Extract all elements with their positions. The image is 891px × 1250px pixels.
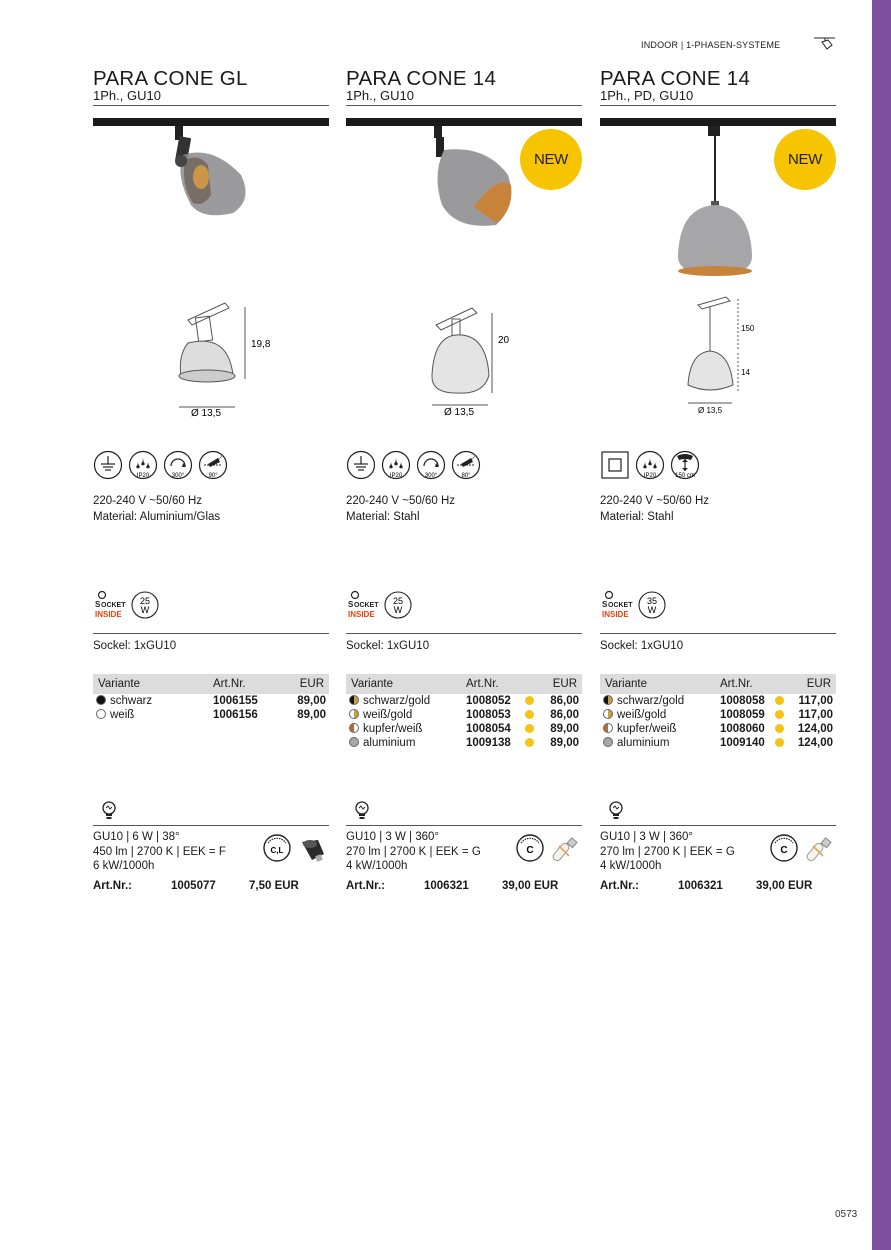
art-nr: 1009140: [720, 737, 765, 749]
product-title: PARA CONE 14: [346, 67, 497, 90]
variant-cell: [600, 722, 720, 736]
socket-inside-logo: [346, 590, 416, 624]
product-column: [93, 0, 329, 1250]
eek-class-label: C: [526, 845, 534, 856]
eek-label: [516, 834, 544, 867]
color-swatch: [349, 723, 359, 733]
lamp-line2: 450 lm | 2700 K | EEK = F: [93, 845, 226, 858]
color-swatch: [96, 709, 106, 719]
gu10-bulb-image: [298, 836, 328, 866]
socket-unit: W: [393, 605, 403, 615]
price-cell: 86,00: [550, 709, 579, 721]
dimension-drawing: [346, 295, 582, 425]
socket-unit: W: [140, 605, 150, 615]
variant-cell: [600, 694, 720, 708]
art-nr: 1008054: [466, 723, 511, 735]
bulb-icon: [101, 801, 117, 821]
col-artnr: Art.Nr.: [213, 674, 269, 694]
table-row: [600, 694, 836, 708]
variant-table: [93, 674, 329, 722]
variant-name: aluminium: [363, 737, 416, 749]
color-swatch: [603, 709, 613, 719]
spec-material: Material: Stahl: [600, 510, 674, 523]
col-variante: Variante: [346, 674, 466, 694]
ip20-icon: [635, 450, 665, 480]
product-subtitle: 1Ph., PD, GU10: [600, 88, 694, 103]
variant-cell: [93, 708, 213, 722]
spec-material: Material: Aluminium/Glas: [93, 510, 221, 523]
dot-cell: [772, 708, 792, 722]
page-number: 0573: [835, 1209, 858, 1220]
table-row: [600, 736, 836, 750]
dim-diameter: Ø 13,5: [444, 407, 475, 418]
variant-cell: [346, 736, 466, 750]
variant-cell: [346, 722, 466, 736]
spec-voltage: 220-240 V ~50/60 Hz: [93, 495, 203, 507]
ip20-icon: [128, 450, 158, 480]
col-spacer: [522, 674, 542, 694]
variant-cell: [600, 708, 720, 722]
lamp-included-dot: [525, 738, 534, 747]
spec-voltage: 220-240 V ~50/60 Hz: [600, 495, 710, 507]
dot-cell: [772, 722, 792, 736]
product-subtitle: 1Ph., GU10: [93, 88, 161, 103]
lamp-price: 39,00 EUR: [756, 880, 813, 892]
lamp-line1: GU10 | 3 W | 360°: [346, 831, 440, 843]
color-swatch: [603, 737, 613, 747]
divider: [346, 105, 582, 106]
variant-name: schwarz: [110, 695, 153, 707]
col-eur: EUR: [289, 674, 329, 694]
socket-inside: [346, 590, 416, 624]
art-nr: 1008060: [720, 723, 765, 735]
lamp-price: 7,50 EUR: [249, 880, 299, 892]
product-photo: [93, 115, 329, 285]
dim-height: 20: [498, 335, 510, 346]
dim-diameter: Ø 13,5: [191, 408, 222, 419]
divider: [600, 825, 836, 826]
table-row: [346, 736, 582, 750]
lamp-line3: 6 kW/1000h: [93, 860, 155, 872]
svg-text:S: S: [95, 600, 101, 609]
eek-class-icon: [770, 834, 798, 862]
price-cell: 89,00: [550, 737, 579, 749]
svg-text:IP20: IP20: [136, 473, 150, 479]
lamp-art-nr: 1006321: [424, 880, 469, 892]
lamp-art-label: Art.Nr.:: [346, 880, 385, 892]
table-row: [93, 694, 329, 708]
dot-cell: [522, 694, 542, 708]
ip20-icon: [381, 450, 411, 480]
art-nr: 1008059: [720, 709, 765, 721]
col-variante: Variante: [600, 674, 720, 694]
lamp-included-dot: [775, 724, 784, 733]
variant-name: weiß/gold: [363, 709, 413, 721]
art-nr-cell: [466, 708, 522, 722]
product-subtitle: 1Ph., GU10: [346, 88, 414, 103]
table-row: [346, 708, 582, 722]
art-nr: 1008052: [466, 695, 511, 707]
socket-watt: 25: [392, 596, 404, 606]
gu10-filament-bulb-image: [805, 836, 835, 866]
art-nr-cell: [466, 736, 522, 750]
col-spacer: [772, 674, 792, 694]
lamp-included-dot: [525, 710, 534, 719]
svg-text:OCKET: OCKET: [101, 602, 126, 609]
gu10-filament-bulb-image: [551, 836, 581, 866]
color-swatch: [603, 695, 613, 705]
tilt-90-icon: [198, 450, 228, 480]
art-nr-cell: [720, 722, 772, 736]
art-nr-cell: [213, 708, 269, 722]
divider: [600, 105, 836, 106]
svg-text:150 cm: 150 cm: [675, 473, 695, 479]
price-cell: 124,00: [797, 723, 833, 735]
dot-cell: [522, 722, 542, 736]
lamp-line3: 4 kW/1000h: [346, 860, 408, 872]
lamp-art-nr: 1005077: [171, 880, 216, 892]
variant-name: weiß: [110, 709, 135, 721]
bulb-icon: [608, 801, 624, 821]
bulb-icon: [354, 801, 370, 821]
lamp-line1: GU10 | 6 W | 38°: [93, 831, 180, 843]
svg-text:80°: 80°: [461, 473, 471, 479]
lamp-price: 39,00 EUR: [502, 880, 559, 892]
art-nr: 1008058: [720, 695, 765, 707]
col-artnr: Art.Nr.: [720, 674, 772, 694]
price-cell: 86,00: [550, 695, 579, 707]
variant-cell: [600, 736, 720, 750]
lamp-included-dot: [525, 696, 534, 705]
dim-diameter: Ø 13,5: [698, 406, 723, 415]
svg-text:S: S: [348, 600, 354, 609]
lamp-included-dot: [775, 696, 784, 705]
table-header: [346, 674, 582, 694]
divider: [93, 105, 329, 106]
svg-text:INSIDE: INSIDE: [602, 610, 629, 619]
art-nr-cell: [720, 736, 772, 750]
lamp-line2: 270 lm | 2700 K | EEK = G: [600, 845, 735, 858]
table-header: [600, 674, 836, 694]
lamp-info: [600, 830, 735, 874]
col-spacer: [269, 674, 289, 694]
sockel-text: Sockel: 1xGU10: [346, 640, 430, 652]
product-title: PARA CONE 14: [600, 67, 751, 90]
socket-inside: [93, 590, 163, 624]
protection-class-2-icon: [600, 450, 630, 480]
lamp-line1: GU10 | 3 W | 360°: [600, 831, 694, 843]
art-nr-cell: [466, 694, 522, 708]
dot-cell: [772, 694, 792, 708]
svg-text:INSIDE: INSIDE: [348, 610, 375, 619]
lamp-included-dot: [525, 724, 534, 733]
side-color-bar: [872, 0, 891, 1250]
breadcrumb: INDOOR | 1-PHASEN-SYSTEME: [641, 40, 781, 50]
color-swatch: [603, 723, 613, 733]
lamp-art-label: Art.Nr.:: [600, 880, 639, 892]
product-column: [600, 0, 836, 1250]
lamp-included-dot: [775, 738, 784, 747]
eek-label: [263, 834, 291, 867]
earth-class-icon: [93, 450, 123, 480]
dot-cell: [522, 708, 542, 722]
dot-cell: [522, 736, 542, 750]
col-variante: Variante: [93, 674, 213, 694]
product-title: PARA CONE GL: [93, 67, 248, 90]
eek-class-icon: [263, 834, 291, 862]
color-swatch: [349, 709, 359, 719]
art-nr-cell: [466, 722, 522, 736]
lamp-picture: [298, 836, 328, 871]
feature-icons: [346, 450, 481, 480]
svg-text:INSIDE: INSIDE: [95, 610, 122, 619]
col-eur: EUR: [792, 674, 836, 694]
svg-text:IP20: IP20: [643, 473, 657, 479]
dot-cell: [269, 708, 289, 722]
svg-text:IP20: IP20: [389, 473, 403, 479]
lamp-info: [346, 830, 481, 874]
art-nr: 1008053: [466, 709, 511, 721]
variant-cell: [346, 694, 466, 708]
dot-cell: [269, 694, 289, 708]
col-eur: EUR: [542, 674, 582, 694]
variant-name: schwarz/gold: [617, 695, 685, 707]
new-badge: NEW: [774, 129, 836, 190]
svg-text:OCKET: OCKET: [608, 602, 633, 609]
rotate-300-icon: [163, 450, 193, 480]
rotate-300-icon: [416, 450, 446, 480]
socket-watt: 25: [139, 596, 151, 606]
price-cell: 117,00: [798, 709, 833, 721]
variant-name: kupfer/weiß: [617, 723, 677, 735]
svg-text:OCKET: OCKET: [354, 602, 379, 609]
table-row: [600, 708, 836, 722]
svg-text:S: S: [602, 600, 608, 609]
price-cell: 89,00: [550, 723, 579, 735]
specs: [346, 494, 455, 525]
eek-label: [770, 834, 798, 867]
spec-material: Material: Stahl: [346, 510, 420, 523]
socket-inside-logo: [93, 590, 163, 624]
dim-height: 19,8: [251, 339, 271, 350]
color-swatch: [349, 695, 359, 705]
sockel-text: Sockel: 1xGU10: [93, 640, 177, 652]
divider: [93, 633, 329, 634]
new-badge: NEW: [520, 129, 582, 190]
art-nr: 1006155: [213, 695, 258, 707]
specs: [93, 494, 220, 525]
col-artnr: Art.Nr.: [466, 674, 522, 694]
divider: [346, 825, 582, 826]
art-nr-cell: [720, 708, 772, 722]
variant-table: [600, 674, 836, 750]
price-cell: 89,00: [297, 695, 326, 707]
feature-icons: [93, 450, 228, 480]
table-row: [346, 694, 582, 708]
lamp-art-label: Art.Nr.:: [93, 880, 132, 892]
variant-cell: [346, 708, 466, 722]
socket-unit: W: [647, 605, 657, 615]
table-row: [93, 708, 329, 722]
dim-height: 14: [741, 368, 750, 377]
socket-watt: 35: [646, 596, 658, 606]
cable-150cm-icon: [670, 450, 700, 480]
art-nr-cell: [720, 694, 772, 708]
variant-cell: [93, 694, 213, 708]
price-cell: 89,00: [297, 709, 326, 721]
lamp-picture: [805, 836, 835, 871]
dimension-drawing: [600, 295, 836, 425]
table-row: [600, 722, 836, 736]
table-header: [93, 674, 329, 694]
svg-text:90°: 90°: [208, 473, 218, 479]
table-row: [346, 722, 582, 736]
art-nr-cell: [213, 694, 269, 708]
product-column: [346, 0, 582, 1250]
variant-name: weiß/gold: [617, 709, 667, 721]
earth-class-icon: [346, 450, 376, 480]
price-cell: 124,00: [797, 737, 833, 749]
dimension-drawing: [93, 295, 329, 425]
specs: [600, 494, 709, 525]
lamp-included-dot: [775, 710, 784, 719]
dim-top: 150: [741, 324, 755, 333]
lamp-info: [93, 830, 226, 874]
svg-text:300°: 300°: [424, 473, 438, 479]
spec-voltage: 220-240 V ~50/60 Hz: [346, 495, 456, 507]
svg-text:300°: 300°: [171, 473, 185, 479]
divider: [93, 825, 329, 826]
eek-class-icon: [516, 834, 544, 862]
variant-name: aluminium: [617, 737, 670, 749]
eek-class-label: C,L: [270, 846, 284, 855]
lamp-line2: 270 lm | 2700 K | EEK = G: [346, 845, 481, 858]
feature-icons: [600, 450, 700, 480]
art-nr: 1006156: [213, 709, 258, 721]
art-nr: 1009138: [466, 737, 511, 749]
socket-inside-logo: [600, 590, 670, 624]
lamp-line3: 4 kW/1000h: [600, 860, 662, 872]
variant-table: [346, 674, 582, 750]
variant-name: kupfer/weiß: [363, 723, 423, 735]
socket-inside: [600, 590, 670, 624]
variant-name: schwarz/gold: [363, 695, 431, 707]
price-cell: 117,00: [798, 695, 833, 707]
tilt-80-icon: [451, 450, 481, 480]
dot-cell: [772, 736, 792, 750]
divider: [600, 633, 836, 634]
lamp-art-nr: 1006321: [678, 880, 723, 892]
eek-class-label: C: [780, 845, 788, 856]
color-swatch: [96, 695, 106, 705]
sockel-text: Sockel: 1xGU10: [600, 640, 684, 652]
color-swatch: [349, 737, 359, 747]
divider: [346, 633, 582, 634]
lamp-picture: [551, 836, 581, 871]
